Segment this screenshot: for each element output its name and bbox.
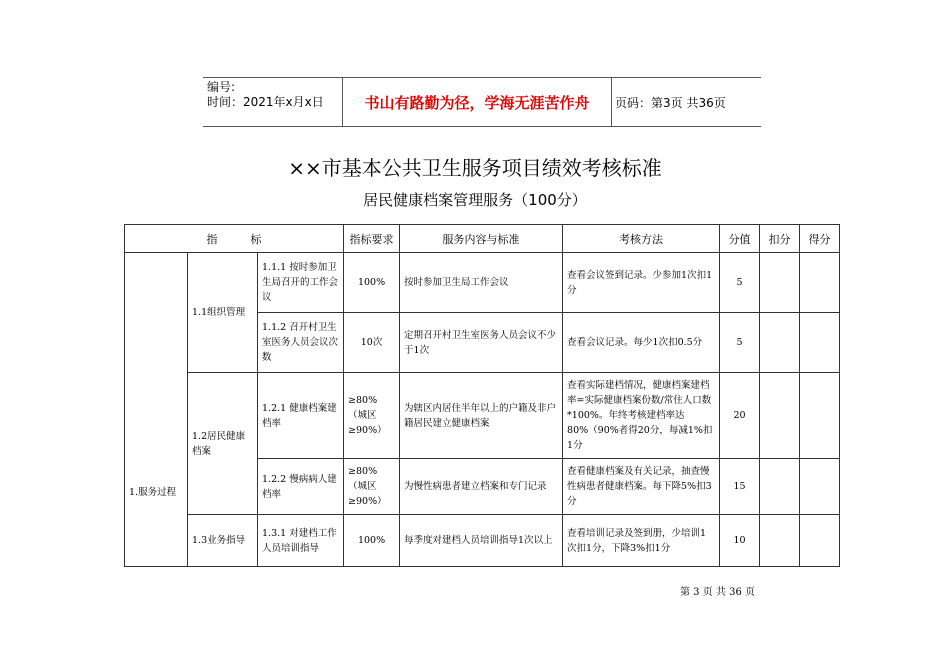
document-subtitle: 居民健康档案管理服务（100分） <box>363 191 587 209</box>
document-title: ××市基本公共卫生服务项目绩效考核标准 <box>288 156 662 180</box>
item-cell: 1.3.1 对建档工作人员培训指导 <box>258 515 344 567</box>
requirement-cell: 100% <box>344 515 400 567</box>
page-info: 页码：第3页 共36页 <box>615 95 726 110</box>
content-cell: 按时参加卫生局工作会议 <box>400 253 563 313</box>
method-cell: 查看培训记录及签到册，少培训1次扣1分，下降3%扣1分 <box>563 515 720 567</box>
header-deduct: 扣分 <box>760 225 800 253</box>
page-footer: 第 3 页 共 36 页 <box>680 587 755 598</box>
item-cell: 1.2.2 慢病病人建档率 <box>258 459 344 515</box>
requirement-cell: ≥80%（城区≥90%） <box>344 373 400 459</box>
method-cell: 查看会议记录。每少1次扣0.5分 <box>563 313 720 373</box>
date-line: 时间：2021年x月x日 <box>207 95 324 109</box>
content-cell: 为辖区内居住半年以上的户籍及非户籍居民建立健康档案 <box>400 373 563 459</box>
score-cell: 10 <box>720 515 760 567</box>
header-score: 分值 <box>720 225 760 253</box>
deduct-cell[interactable] <box>760 459 800 515</box>
table-header-row <box>125 225 840 253</box>
level1-cell: 1.服务过程 <box>125 253 188 567</box>
header-content: 服务内容与标准 <box>400 225 563 253</box>
get-cell[interactable] <box>800 459 840 515</box>
header-left <box>207 80 324 110</box>
content-cell: 定期召开村卫生室医务人员会议不少于1次 <box>400 313 563 373</box>
requirement-cell: 100% <box>344 253 400 313</box>
get-cell[interactable] <box>800 515 840 567</box>
score-cell: 5 <box>720 253 760 313</box>
item-cell: 1.1.1 按时参加卫生局召开的工作会议 <box>258 253 344 313</box>
table-row <box>125 373 840 459</box>
method-cell: 查看健康档案及有关记录，抽查慢性病患者健康档案。每下降5%扣3分 <box>563 459 720 515</box>
table-row <box>125 253 840 313</box>
get-cell[interactable] <box>800 253 840 313</box>
content-cell: 每季度对建档人员培训指导1次以上 <box>400 515 563 567</box>
header-requirement: 指标要求 <box>344 225 400 253</box>
assessment-table <box>124 224 840 567</box>
document-header <box>203 77 761 127</box>
deduct-cell[interactable] <box>760 253 800 313</box>
motto-box <box>342 78 612 126</box>
item-cell: 1.2.1 健康档案建档率 <box>258 373 344 459</box>
deduct-cell[interactable] <box>760 313 800 373</box>
deduct-cell[interactable] <box>760 373 800 459</box>
score-cell: 15 <box>720 459 760 515</box>
item-cell: 1.1.2 召开村卫生室医务人员会议次数 <box>258 313 344 373</box>
get-cell[interactable] <box>800 313 840 373</box>
requirement-cell: 10次 <box>344 313 400 373</box>
deduct-cell[interactable] <box>760 515 800 567</box>
requirement-cell: ≥80%（城区≥90%） <box>344 459 400 515</box>
motto-text: 书山有路勤为径，学海无涯苦作舟 <box>364 93 590 112</box>
code-label: 编号: <box>207 80 236 94</box>
header-indicator: 指 标 <box>125 225 344 253</box>
header-get: 得分 <box>800 225 840 253</box>
score-cell: 20 <box>720 373 760 459</box>
group-cell: 1.2居民健康档案 <box>188 373 258 515</box>
group-cell: 1.1组织管理 <box>188 253 258 373</box>
table-row <box>125 515 840 567</box>
content-cell: 为慢性病患者建立档案和专门记录 <box>400 459 563 515</box>
method-cell: 查看实际建档情况，健康档案建档率=实际健康档案份数/常住人口数*100%。年终考核建档率达80%（90%者得20分，每减1%扣1分 <box>563 373 720 459</box>
group-cell: 1.3业务指导 <box>188 515 258 567</box>
get-cell[interactable] <box>800 373 840 459</box>
header-method: 考核方法 <box>563 225 720 253</box>
method-cell: 查看会议签到记录。少参加1次扣1分 <box>563 253 720 313</box>
score-cell: 5 <box>720 313 760 373</box>
